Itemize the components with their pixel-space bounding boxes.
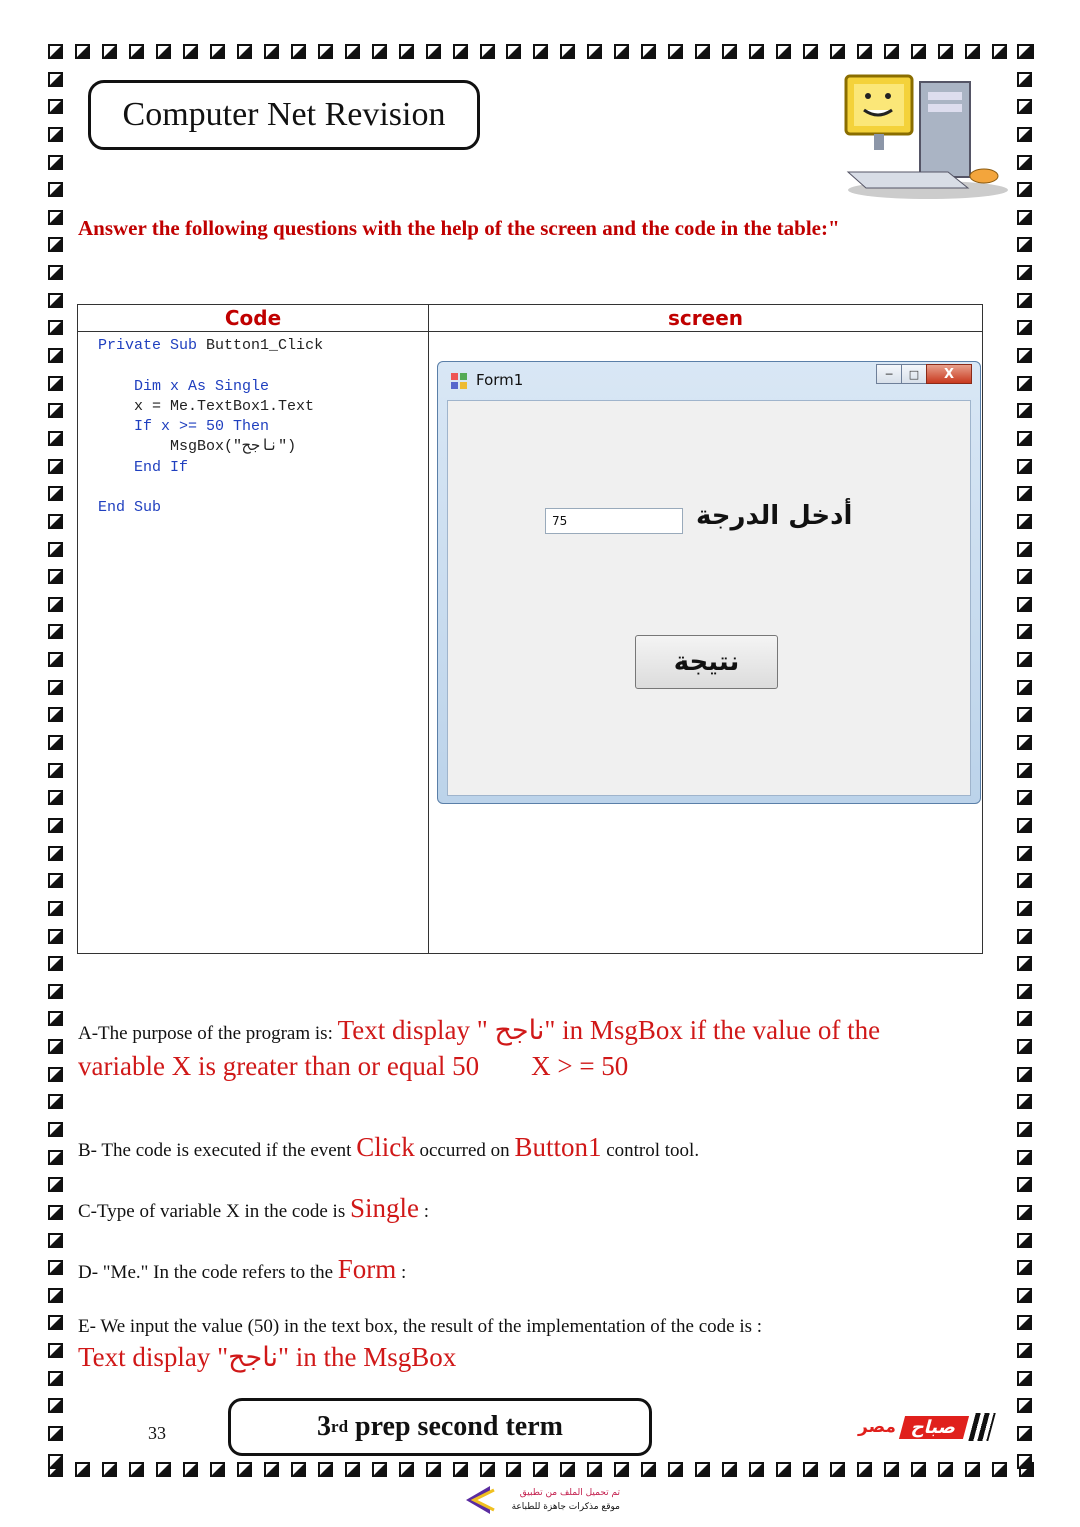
question-b-answer-2: Button1 bbox=[514, 1132, 602, 1162]
border-square bbox=[992, 1462, 1007, 1477]
question-a-answer-1: Text display " ناجح" in MsgBox if the value of the bbox=[337, 1015, 881, 1045]
border-square bbox=[614, 1462, 629, 1477]
border-square bbox=[587, 44, 602, 59]
border-square bbox=[453, 44, 468, 59]
border-square bbox=[480, 44, 495, 59]
border-square bbox=[776, 44, 791, 59]
question-d-answer: Form bbox=[337, 1254, 397, 1284]
border-square bbox=[48, 846, 63, 861]
border-square bbox=[48, 735, 63, 750]
page-title: Computer Net Revision bbox=[88, 80, 480, 150]
code-line: MsgBox("ناجح") bbox=[98, 438, 297, 456]
question-c-prefix: C-Type of variable X in the code is bbox=[78, 1201, 350, 1222]
border-square bbox=[264, 44, 279, 59]
form-title: Form1 bbox=[476, 371, 524, 389]
border-square bbox=[48, 763, 63, 778]
border-square bbox=[1017, 1122, 1032, 1137]
border-square bbox=[1017, 1177, 1032, 1192]
border-square bbox=[48, 459, 63, 474]
border-square bbox=[1017, 237, 1032, 252]
border-square bbox=[911, 44, 926, 59]
border-square bbox=[264, 1462, 279, 1477]
border-square bbox=[1017, 707, 1032, 722]
border-square bbox=[938, 1462, 953, 1477]
border-square bbox=[857, 44, 872, 59]
border-square bbox=[75, 1462, 90, 1477]
computer-icon bbox=[838, 72, 1013, 202]
border-square bbox=[102, 44, 117, 59]
border-square bbox=[641, 1462, 656, 1477]
border-square bbox=[1017, 1260, 1032, 1275]
border-square bbox=[156, 1462, 171, 1477]
border-square bbox=[48, 376, 63, 391]
logo-text: مصر bbox=[858, 1417, 896, 1437]
border-square bbox=[48, 431, 63, 446]
border-square bbox=[1017, 597, 1032, 612]
border-square bbox=[1017, 1150, 1032, 1165]
border-square bbox=[48, 569, 63, 584]
border-square bbox=[48, 818, 63, 833]
border-square bbox=[480, 1462, 495, 1477]
border-square bbox=[1017, 1398, 1032, 1413]
border-square bbox=[183, 44, 198, 59]
border-square bbox=[722, 1462, 737, 1477]
code-column-header: Code bbox=[78, 305, 429, 332]
border-square bbox=[695, 1462, 710, 1477]
border-square bbox=[884, 1462, 899, 1477]
border-square bbox=[1017, 1205, 1032, 1220]
border-top bbox=[48, 44, 1034, 64]
border-square bbox=[533, 1462, 548, 1477]
border-square bbox=[426, 1462, 441, 1477]
logo-red-text: صباح bbox=[899, 1416, 970, 1439]
border-square bbox=[48, 624, 63, 639]
question-a-answer-3: X > = 50 bbox=[531, 1051, 629, 1081]
border-square bbox=[1017, 320, 1032, 335]
border-square bbox=[1017, 1067, 1032, 1082]
border-square bbox=[830, 44, 845, 59]
page-number: 33 bbox=[148, 1423, 166, 1443]
border-square bbox=[210, 44, 225, 59]
border-square bbox=[48, 956, 63, 971]
border-square bbox=[1017, 1343, 1032, 1358]
border-square bbox=[587, 1462, 602, 1477]
border-square bbox=[48, 1343, 63, 1358]
question-a bbox=[78, 1013, 998, 1085]
border-square bbox=[48, 707, 63, 722]
question-b-mid: occurred on bbox=[414, 1140, 515, 1161]
question-d-prefix: D- "Me." In the code refers to the bbox=[78, 1262, 338, 1283]
border-square bbox=[1017, 376, 1032, 391]
download-note bbox=[460, 1478, 620, 1522]
border-square bbox=[318, 1462, 333, 1477]
border-square bbox=[102, 1462, 117, 1477]
border-square bbox=[237, 1462, 252, 1477]
border-square bbox=[48, 1260, 63, 1275]
border-square bbox=[938, 44, 953, 59]
logo-bars-icon bbox=[969, 1413, 997, 1441]
border-square bbox=[48, 901, 63, 916]
border-square bbox=[48, 1288, 63, 1303]
border-square bbox=[1017, 155, 1032, 170]
grade-footer bbox=[228, 1398, 652, 1456]
grade-number: 3 bbox=[317, 1411, 332, 1442]
border-square bbox=[1017, 735, 1032, 750]
border-square bbox=[1017, 1315, 1032, 1330]
border-square bbox=[48, 99, 63, 114]
border-square bbox=[1017, 652, 1032, 667]
border-square bbox=[48, 348, 63, 363]
border-square bbox=[48, 929, 63, 944]
border-square bbox=[776, 1462, 791, 1477]
maximize-button[interactable]: □ bbox=[901, 364, 927, 384]
border-square bbox=[48, 44, 63, 59]
border-square bbox=[1017, 348, 1032, 363]
border-square bbox=[1017, 1233, 1032, 1248]
border-square bbox=[506, 44, 521, 59]
question-e-prefix: E- We input the value (50) in the text box, the result of the implementation of the code is : bbox=[78, 1316, 763, 1337]
border-square bbox=[1017, 763, 1032, 778]
close-button[interactable]: X bbox=[926, 364, 972, 384]
border-square bbox=[506, 1462, 521, 1477]
chevron-logo-icon bbox=[460, 1484, 496, 1516]
screen-column-header: screen bbox=[429, 305, 983, 332]
border-square bbox=[48, 155, 63, 170]
border-left bbox=[48, 44, 68, 1469]
border-square bbox=[48, 1067, 63, 1082]
code-block bbox=[78, 332, 428, 519]
border-square bbox=[48, 597, 63, 612]
grade-text: prep second term bbox=[348, 1411, 563, 1442]
border-square bbox=[1017, 901, 1032, 916]
form-window bbox=[437, 361, 981, 804]
border-square bbox=[129, 44, 144, 59]
border-square bbox=[1017, 210, 1032, 225]
border-square bbox=[48, 72, 63, 87]
question-e-answer: Text display "ناجح" in the MsgBox bbox=[78, 1342, 457, 1372]
border-square bbox=[453, 1462, 468, 1477]
border-square bbox=[48, 1122, 63, 1137]
border-square bbox=[372, 1462, 387, 1477]
border-square bbox=[614, 44, 629, 59]
border-square bbox=[75, 44, 90, 59]
border-square bbox=[48, 403, 63, 418]
border-square bbox=[48, 680, 63, 695]
border-square bbox=[560, 1462, 575, 1477]
border-square bbox=[857, 1462, 872, 1477]
border-square bbox=[1017, 790, 1032, 805]
border-square bbox=[1017, 431, 1032, 446]
border-square bbox=[1017, 44, 1032, 59]
border-square bbox=[1017, 984, 1032, 999]
border-square bbox=[210, 1462, 225, 1477]
border-square bbox=[345, 1462, 360, 1477]
border-square bbox=[48, 293, 63, 308]
border-square bbox=[695, 44, 710, 59]
border-square bbox=[345, 44, 360, 59]
border-square bbox=[48, 790, 63, 805]
border-square bbox=[48, 984, 63, 999]
border-square bbox=[641, 44, 656, 59]
border-square bbox=[668, 1462, 683, 1477]
border-square bbox=[668, 44, 683, 59]
border-square bbox=[399, 1462, 414, 1477]
border-square bbox=[1017, 1371, 1032, 1386]
border-square bbox=[48, 1039, 63, 1054]
download-note-line-2: موقع مذكرات جاهزة للطباعة bbox=[511, 1502, 620, 1512]
border-square bbox=[48, 320, 63, 335]
download-note-line-1: تم تحميل الملف من تطبيق bbox=[519, 1488, 620, 1498]
border-square bbox=[48, 210, 63, 225]
question-a-prefix: A-The purpose of the program is: bbox=[78, 1023, 338, 1044]
border-square bbox=[1017, 459, 1032, 474]
border-square bbox=[1017, 72, 1032, 87]
border-square bbox=[722, 44, 737, 59]
grade-label: أدخل الدرجة bbox=[696, 501, 853, 531]
border-square bbox=[1017, 569, 1032, 584]
border-square bbox=[318, 44, 333, 59]
border-square bbox=[48, 1094, 63, 1109]
border-square bbox=[48, 1011, 63, 1026]
question-d-suffix: : bbox=[396, 1262, 407, 1283]
border-square bbox=[1017, 182, 1032, 197]
border-square bbox=[237, 44, 252, 59]
result-button[interactable]: نتيجة bbox=[635, 635, 778, 689]
border-square bbox=[183, 1462, 198, 1477]
border-square bbox=[1017, 1288, 1032, 1303]
border-square bbox=[48, 1177, 63, 1192]
border-square bbox=[803, 1462, 818, 1477]
border-square bbox=[1017, 293, 1032, 308]
question-e bbox=[78, 1312, 998, 1376]
border-square bbox=[1017, 929, 1032, 944]
border-square bbox=[1017, 514, 1032, 529]
border-square bbox=[1017, 1454, 1032, 1469]
border-square bbox=[48, 127, 63, 142]
border-square bbox=[1017, 542, 1032, 557]
question-b-prefix: B- The code is executed if the event bbox=[78, 1140, 357, 1161]
border-square bbox=[48, 1315, 63, 1330]
border-square bbox=[1017, 956, 1032, 971]
border-square bbox=[992, 44, 1007, 59]
border-square bbox=[560, 44, 575, 59]
border-square bbox=[965, 44, 980, 59]
border-square bbox=[48, 1398, 63, 1413]
code-line: End Sub bbox=[98, 499, 162, 517]
window-controls bbox=[877, 364, 972, 384]
border-square bbox=[48, 514, 63, 529]
border-square bbox=[48, 1205, 63, 1220]
border-square bbox=[291, 44, 306, 59]
border-square bbox=[48, 1150, 63, 1165]
border-right bbox=[1017, 44, 1037, 1469]
border-square bbox=[911, 1462, 926, 1477]
border-square bbox=[1017, 1426, 1032, 1441]
border-square bbox=[1017, 486, 1032, 501]
border-square bbox=[48, 265, 63, 280]
border-square bbox=[1017, 127, 1032, 142]
border-square bbox=[803, 44, 818, 59]
border-square bbox=[1017, 99, 1032, 114]
grade-textbox[interactable]: 75 bbox=[545, 508, 683, 534]
border-square bbox=[1017, 1039, 1032, 1054]
border-square bbox=[965, 1462, 980, 1477]
border-square bbox=[48, 542, 63, 557]
code-line: Dim x As Single bbox=[98, 377, 270, 395]
border-square bbox=[1017, 265, 1032, 280]
code-line: Private Sub Button1_Click bbox=[98, 337, 324, 354]
border-square bbox=[48, 182, 63, 197]
border-square bbox=[48, 486, 63, 501]
border-square bbox=[426, 44, 441, 59]
code-line: x = Me.TextBox1.Text bbox=[98, 397, 315, 415]
border-square bbox=[1017, 1011, 1032, 1026]
border-square bbox=[749, 1462, 764, 1477]
border-square bbox=[291, 1462, 306, 1477]
question-c-answer: Single bbox=[349, 1193, 419, 1223]
question-b-suffix: control tool. bbox=[601, 1140, 700, 1161]
code-line: If x >= 50 Then bbox=[98, 418, 270, 436]
border-square bbox=[533, 44, 548, 59]
border-square bbox=[1017, 873, 1032, 888]
grade-sup: rd bbox=[331, 1417, 349, 1436]
border-square bbox=[129, 1462, 144, 1477]
border-square bbox=[1017, 846, 1032, 861]
form-app-icon bbox=[451, 373, 467, 389]
question-b bbox=[78, 1132, 699, 1166]
border-square bbox=[1017, 403, 1032, 418]
border-square bbox=[1017, 680, 1032, 695]
border-square bbox=[48, 1426, 63, 1441]
question-b-answer-1: Click bbox=[356, 1132, 415, 1162]
border-square bbox=[156, 44, 171, 59]
border-square bbox=[399, 44, 414, 59]
border-square bbox=[1017, 818, 1032, 833]
brand-logo bbox=[858, 1412, 992, 1442]
border-square bbox=[830, 1462, 845, 1477]
border-square bbox=[749, 44, 764, 59]
minimize-button[interactable]: ─ bbox=[876, 364, 902, 384]
code-cell bbox=[78, 332, 429, 954]
border-square bbox=[48, 237, 63, 252]
border-square bbox=[1017, 624, 1032, 639]
question-c bbox=[78, 1193, 429, 1227]
form-client-area bbox=[447, 400, 971, 796]
border-square bbox=[48, 873, 63, 888]
instruction-text: Answer the following questions with the help of the screen and the code in the table:" bbox=[78, 216, 840, 240]
question-a-answer-2: variable X is greater than or equal 50 bbox=[78, 1051, 480, 1081]
border-square bbox=[372, 44, 387, 59]
border-square bbox=[884, 44, 899, 59]
question-c-suffix: : bbox=[419, 1201, 430, 1222]
border-square bbox=[48, 1371, 63, 1386]
border-square bbox=[48, 1454, 63, 1469]
border-square bbox=[48, 652, 63, 667]
border-square bbox=[1017, 1094, 1032, 1109]
question-d bbox=[78, 1254, 406, 1288]
border-square bbox=[48, 1233, 63, 1248]
code-line: End If bbox=[98, 458, 189, 476]
